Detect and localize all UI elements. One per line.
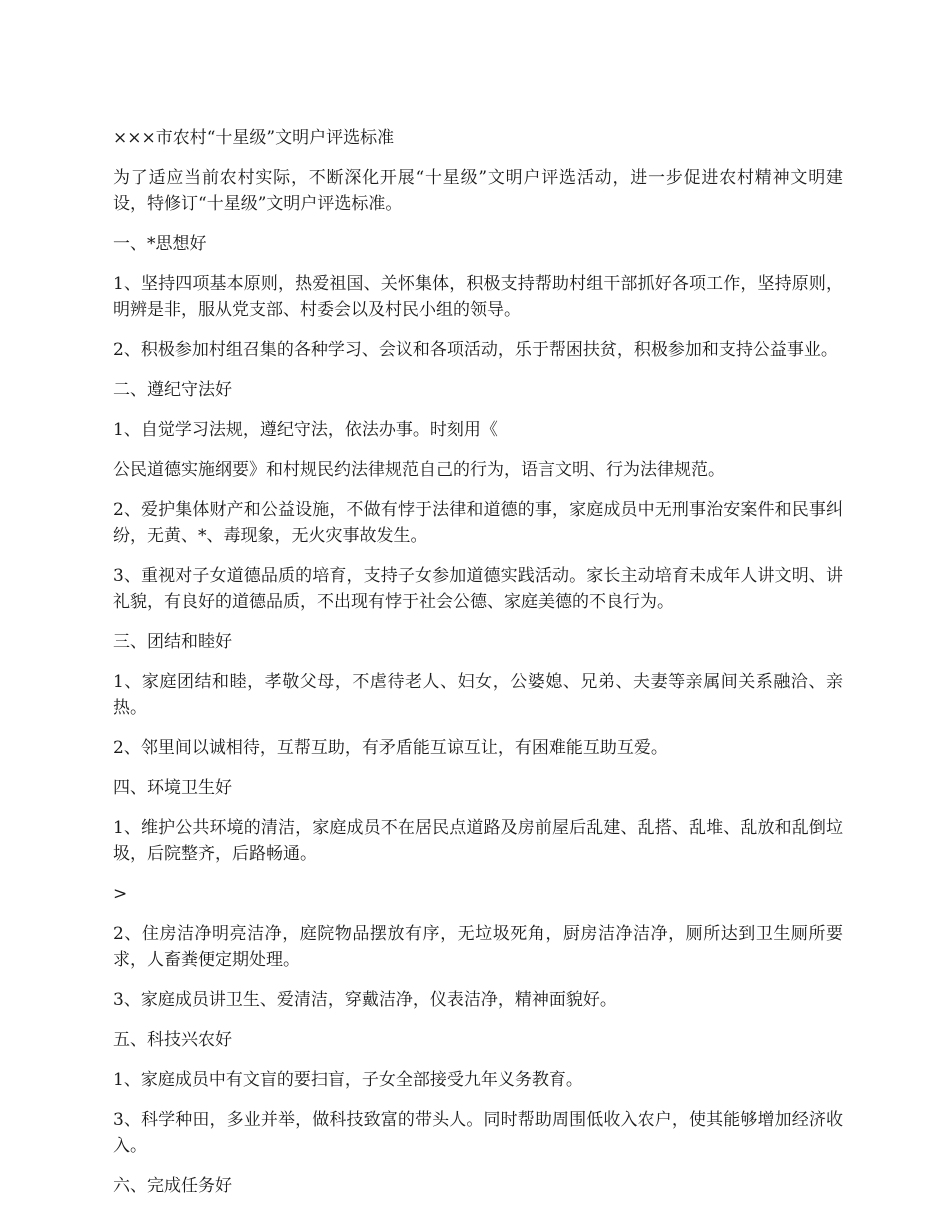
paragraph: 3、重视对子女道德品质的培育，支持子女参加道德实践活动。家长主动培育未成年人讲文明、讲礼貌，有良好的道德品质，不出现有悖于社会公德、家庭美德的不良行为。: [113, 566, 843, 612]
section-heading-3: 三、团结和睦好: [113, 632, 232, 652]
paragraph: 1、家庭团结和睦，孝敬父母，不虐待老人、妇女，公婆媳、兄弟、夫妻等亲属间关系融洽、亲热。: [113, 672, 843, 718]
section-heading-1: 一、*思想好: [113, 234, 207, 254]
paragraph: 公民道德实施纲要》和村规民约法律规范自己的行为，语言文明、行为法律规范。: [113, 460, 725, 480]
section-heading-4: 四、环境卫生好: [113, 778, 232, 798]
paragraph: 2、积极参加村组召集的各种学习、会议和各项活动，乐于帮困扶贫，积极参加和支持公益事业。: [113, 340, 838, 360]
paragraph: 3、科学种田，多业并举，做科技致富的带头人。同时帮助周围低收入农户，使其能够增加经济收入。: [113, 1110, 843, 1156]
section-heading-6: 六、完成任务好: [113, 1176, 232, 1196]
paragraph: 2、住房洁净明亮洁净，庭院物品摆放有序，无垃圾死角，厨房洁净洁净，厕所达到卫生厕所要求，人畜粪便定期处理。: [113, 924, 843, 970]
paragraph: 1、自觉学习法规，遵纪守法，依法办事。时刻用《: [113, 420, 498, 440]
section-heading-2: 二、遵纪守法好: [113, 380, 232, 400]
paragraph: 1、坚持四项基本原则，热爱祖国、关怀集体，积极支持帮助村组干部抓好各项工作，坚持原则，明辨是非，服从党支部、村委会以及村民小组的领导。: [113, 274, 843, 320]
document-title: ×××市农村“十星级”文明户评选标准: [113, 128, 395, 148]
paragraph: 2、爱护集体财产和公益设施，不做有悖于法律和道德的事，家庭成员中无刑事治安案件和民事纠纷，无黄、*、毒现象，无火灾事故发生。: [113, 500, 843, 546]
stray-marker: >: [113, 884, 128, 904]
paragraph: 2、邻里间以诚相待，互帮互助，有矛盾能互谅互让，有困难能互助互爱。: [113, 738, 668, 758]
paragraph: 3、家庭成员讲卫生、爱清洁，穿戴洁净，仪表洁净，精神面貌好。: [113, 990, 617, 1010]
intro-paragraph: 为了适应当前农村实际，不断深化开展“十星级”文明户评选活动，进一步促进农村精神文明建设，特修订“十星级”文明户评选标准。: [113, 168, 843, 214]
paragraph: 1、家庭成员中有文盲的要扫盲，子女全部接受九年义务教育。: [113, 1070, 583, 1090]
section-heading-5: 五、科技兴农好: [113, 1030, 232, 1050]
paragraph: 1、维护公共环境的清洁，家庭成员不在居民点道路及房前屋后乱建、乱搭、乱堆、乱放和乱倒垃圾，后院整齐，后路畅通。: [113, 818, 843, 864]
document-body: [113, 125, 843, 1213]
